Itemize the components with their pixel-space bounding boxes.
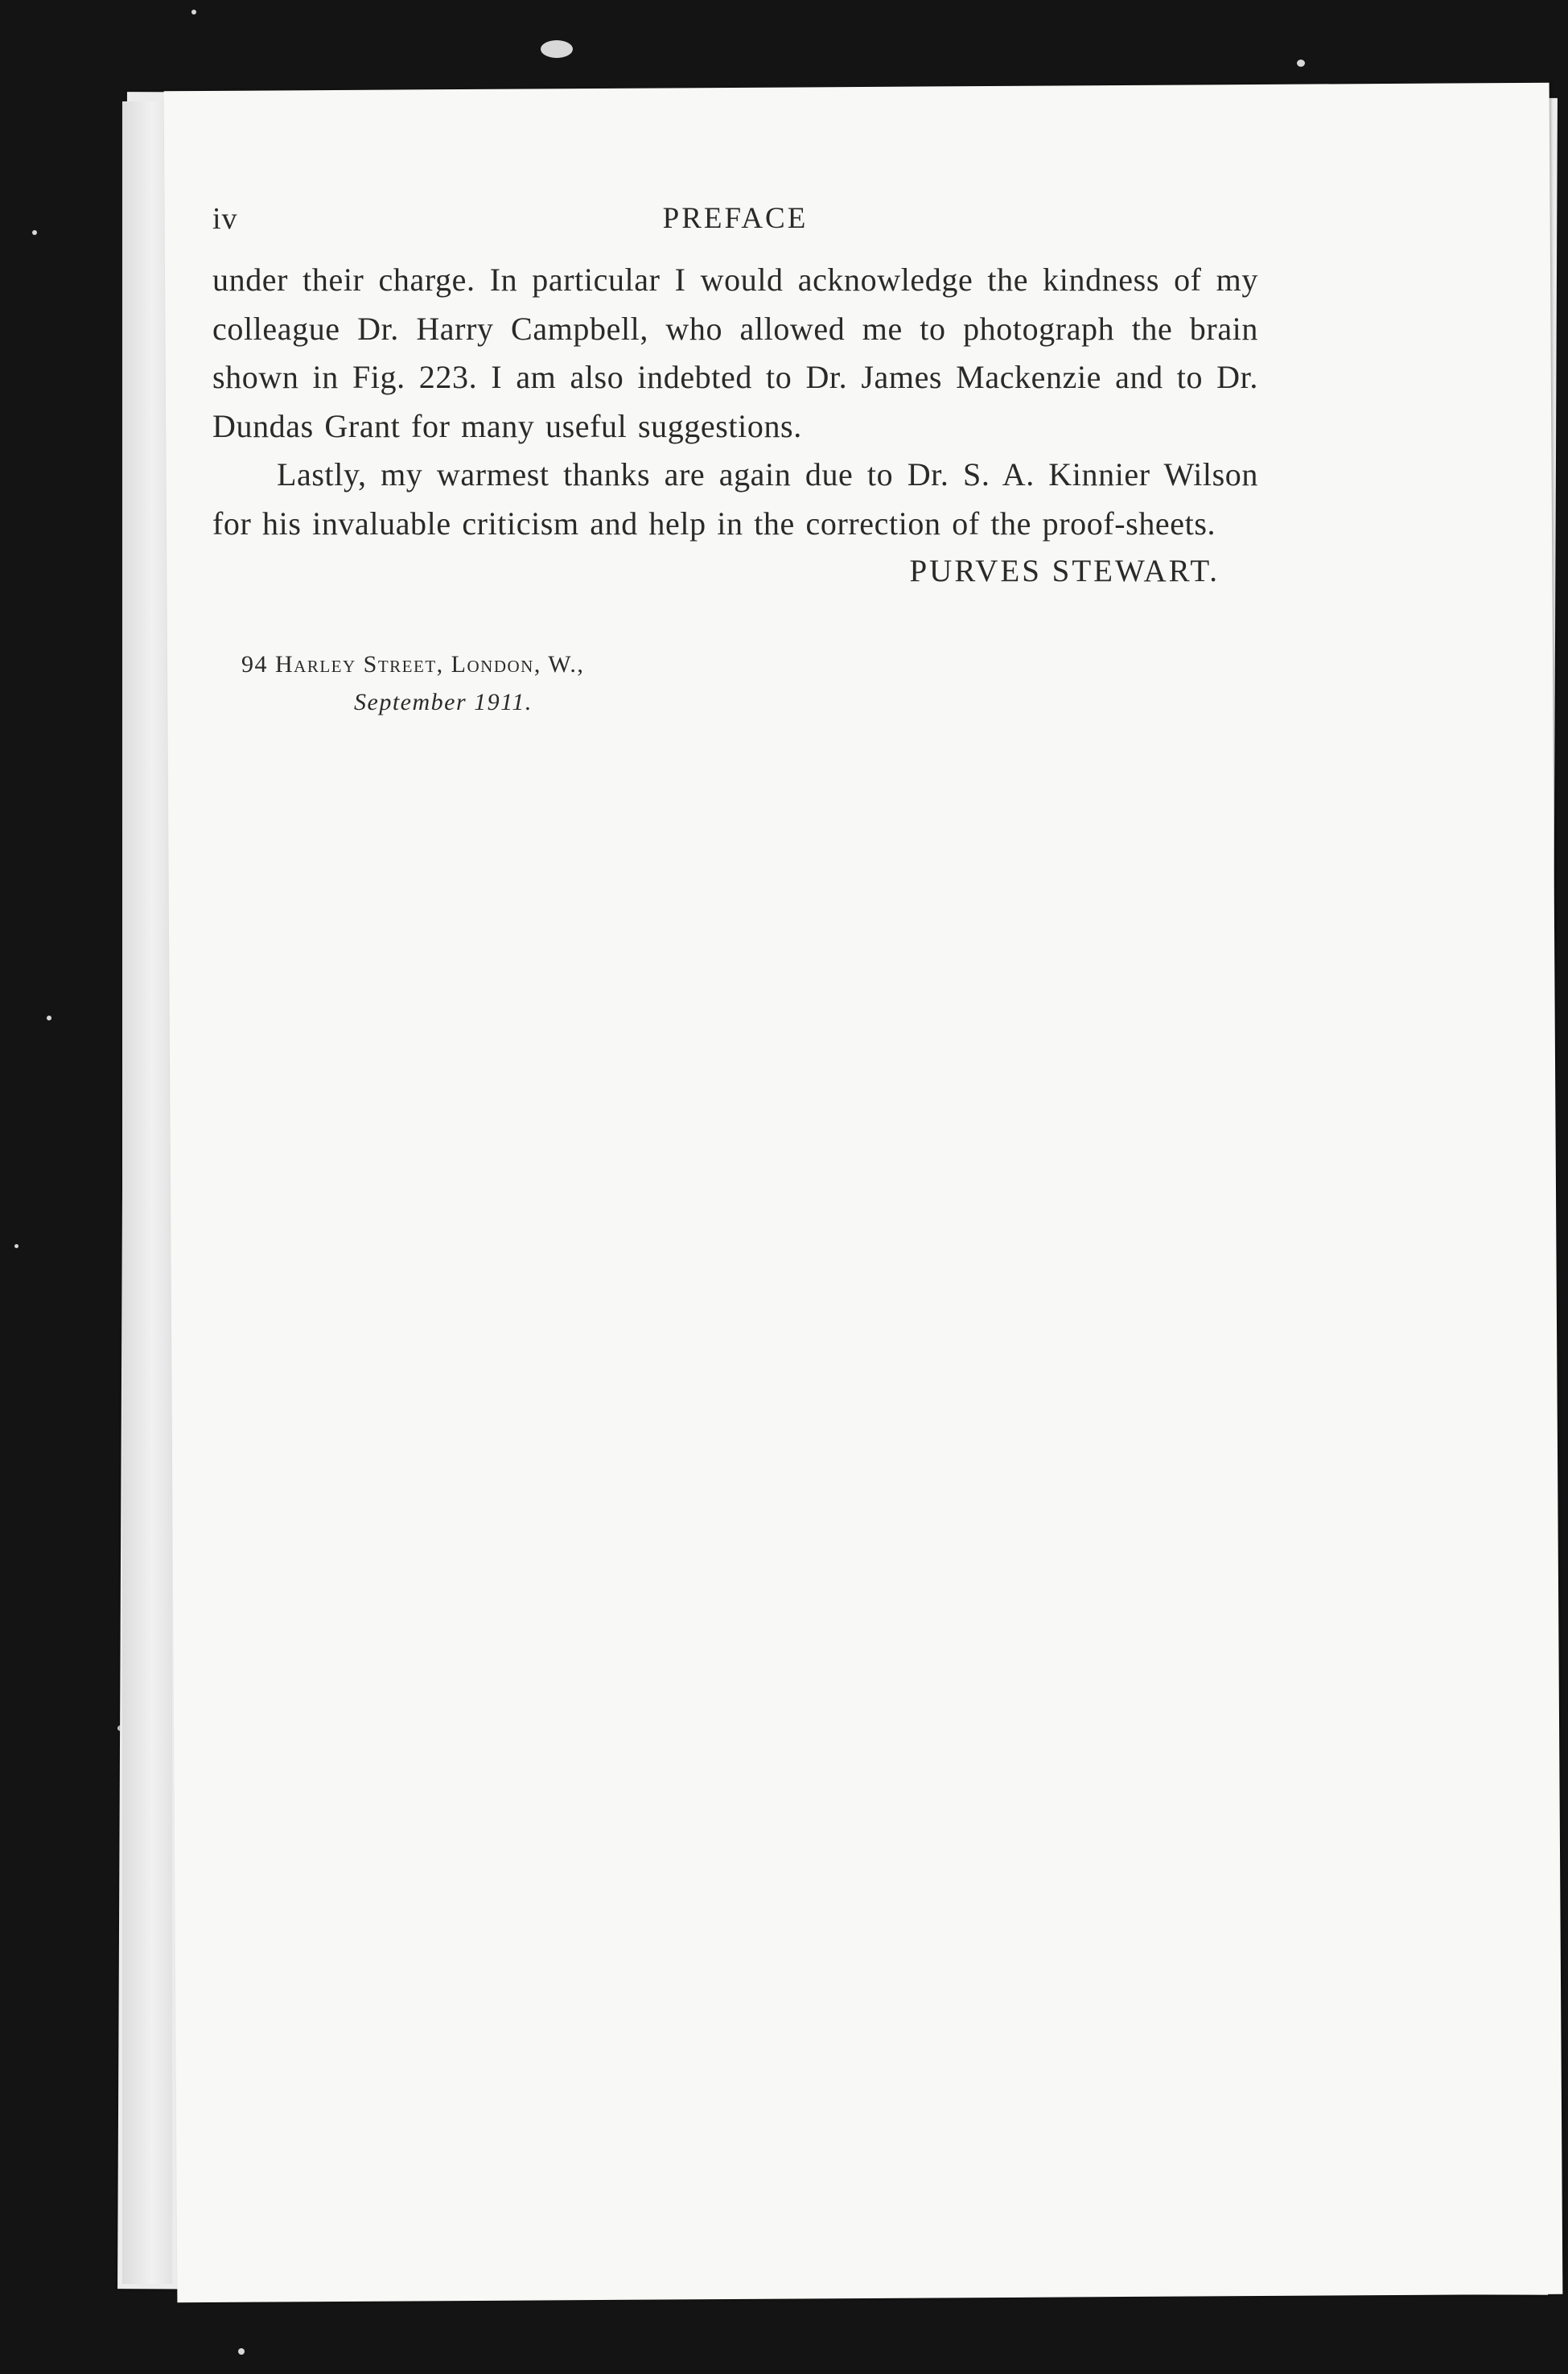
scan-speck (191, 10, 196, 14)
scan-speck (238, 2348, 245, 2355)
preface-body (212, 256, 1258, 548)
paragraph: Lastly, my warmest thanks are again due to Dr. S. A. Kinnier Wilson for his invaluable criticism and help in the correction of the proof-sheets. (212, 456, 1258, 542)
address-line: 94 Harley Street, London, W., (241, 651, 585, 678)
address-block (241, 645, 1258, 721)
scan-speck (1297, 60, 1305, 67)
running-head (212, 201, 1258, 249)
scan-speck (541, 40, 573, 58)
paragraph: under their charge. In particular I would acknowledge the kindness of my colleague Dr. Harry Campbell, who allowed me to photograph the brain shown in Fig. 223. I am also indebted to Dr. James Mackenzie and to Dr. Dundas Grant for many useful suggestions. (212, 262, 1258, 444)
running-title: PREFACE (662, 202, 809, 235)
scan-speck (32, 230, 37, 235)
page-content (212, 201, 1258, 721)
scan-speck (47, 1016, 51, 1020)
date-line: September 1911. (354, 689, 533, 715)
page-number: iv (212, 202, 238, 236)
page-edge (122, 101, 172, 2284)
scan-speck (14, 1244, 19, 1248)
author-signature: PURVES STEWART. (909, 554, 1220, 588)
